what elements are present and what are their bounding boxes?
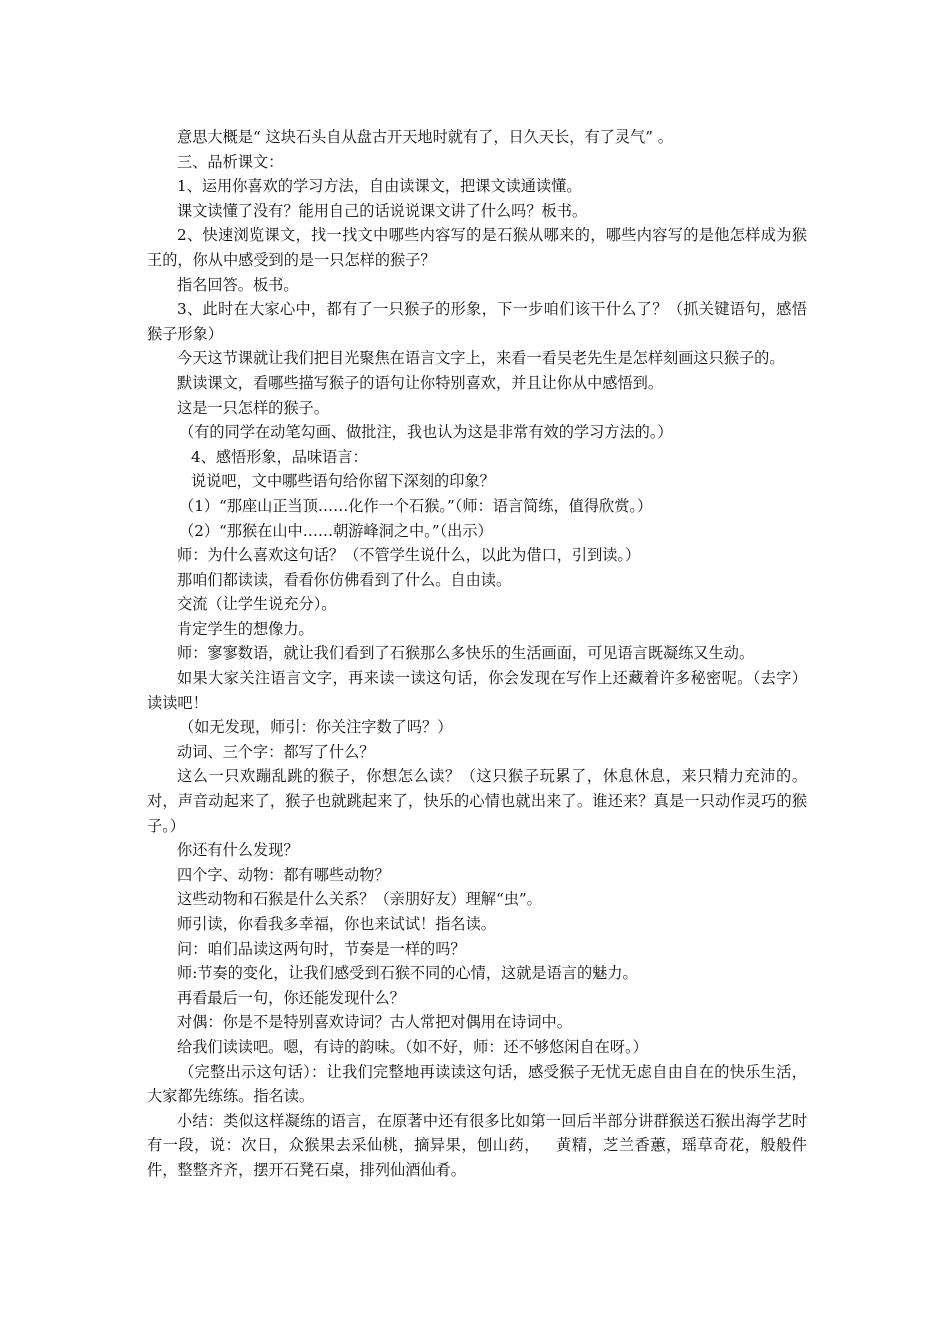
paragraph: 小结：类似这样凝练的语言，在原著中还有很多比如第一回后半部分讲群猴送石猴出海学艺时有一段，说：次日，众猴果去采仙桃，摘异果，刨山药， 黄精，芝兰香蕙，瑶草奇花，般般件件，整整齐齐，摆开石凳石桌，排列仙酒仙肴。 bbox=[147, 1111, 807, 1179]
paragraph: 三、品析课文： bbox=[177, 152, 284, 171]
paragraph: 交流（让学生说充分）。 bbox=[177, 595, 337, 614]
paragraph: 肯定学生的想像力。 bbox=[177, 619, 314, 638]
paragraph: 对偶：你是不是特别喜欢诗词？古人常把对偶用在诗词中。 bbox=[177, 1013, 572, 1032]
paragraph: 给我们读读吧。嗯，有诗的韵味。（如不好，师：还不够悠闲自在呀。） bbox=[177, 1037, 648, 1056]
paragraph: （有的同学在动笔勾画、做批注，我也认为这是非常有效的学习方法的。） bbox=[179, 423, 673, 442]
paragraph: 4、感悟形象，品味语言： bbox=[191, 447, 368, 466]
paragraph: 你还有什么发现？ bbox=[177, 841, 299, 860]
paragraph: 这些动物和石猴是什么关系？（亲朋好友）理解“虫”。 bbox=[177, 890, 542, 909]
paragraph: 默读课文，看哪些描写猴子的语句让你特别喜欢，并且让你从中感悟到。 bbox=[177, 373, 663, 392]
paragraph: 师引读，你看我多幸福，你也来试试！指名读。 bbox=[177, 915, 496, 933]
paragraph: 师：寥寥数语，就让我们看到了石猴那么多快乐的生活画面，可见语言既凝练又生动。 bbox=[177, 644, 755, 663]
paragraph: 问：咱们品读这两句时，节奏是一样的吗？ bbox=[177, 939, 466, 958]
document-body bbox=[147, 125, 807, 1183]
paragraph: 四个字、动物：都有哪些动物？ bbox=[177, 865, 390, 884]
paragraph: 2、快速浏览课文，找一找文中哪些内容写的是石猴从哪来的，哪些内容写的是他怎样成为猴王的，你从中感受到的是一只怎样的猴子？ bbox=[147, 226, 807, 269]
paragraph: （如无发现，师引：你关注字数了吗？） bbox=[179, 718, 453, 737]
paragraph: （1）“那座山正当顶……化作一个石猴。”（师：语言简练，值得欣赏。） bbox=[179, 496, 653, 515]
paragraph: 师:节奏的变化，让我们感受到石猴不同的心情，这就是语言的魅力。 bbox=[177, 964, 638, 983]
paragraph: 那咱们都读读，看看你仿佛看到了什么。自由读。 bbox=[177, 570, 512, 589]
paragraph: 如果大家关注语言文字，再来读一读这句话，你会发现在写作上还藏着许多秘密呢。（去字）读读吧！ bbox=[147, 669, 807, 712]
paragraph: 1、运用你喜欢的学习方法，自由读课文，把课文读通读懂。 bbox=[177, 177, 582, 196]
paragraph: （2）“那猴在山中……朝游峰洞之中。”（出示） bbox=[179, 521, 493, 540]
paragraph: 指名回答。板书。 bbox=[177, 275, 299, 294]
paragraph: 再看最后一句，你还能发现什么？ bbox=[177, 988, 405, 1007]
paragraph: 3、此时在大家心中，都有了一只猴子的形象，下一步咱们该干什么了？（抓关键语句，感悟猴子形象） bbox=[147, 300, 807, 343]
paragraph: 动词、三个字：都写了什么？ bbox=[177, 742, 375, 761]
paragraph: 这是一只怎样的猴子。 bbox=[177, 398, 329, 417]
paragraph: 这么一只欢蹦乱跳的猴子，你想怎么读？（这只猴子玩累了，休息休息，来只精力充沛的。对，声音动起来了，猴子也就跳起来了，快乐的心情也就出来了。谁还来？真是一只动作灵巧的猴子。） bbox=[147, 767, 807, 835]
paragraph: 课文读懂了没有？能用自己的话说说课文讲了什么吗？板书。 bbox=[177, 201, 588, 220]
paragraph: 说说吧，文中哪些语句给你留下深刻的印象？ bbox=[191, 472, 495, 491]
paragraph: （完整出示这句话）：让我们完整地再读读这句话，感受猴子无忧无虑自由自在的快乐生活，大家都先练练。指名读。 bbox=[147, 1062, 807, 1106]
paragraph: 师：为什么喜欢这句话？（不管学生说什么，以此为借口，引到读。） bbox=[177, 546, 641, 565]
paragraph: 意思大概是“ 这块石头自从盘古开天地时就有了，日久天长，有了灵气” 。 bbox=[177, 128, 673, 146]
paragraph: 今天这节课就让我们把目光聚焦在语言文字上，来看一看吴老先生是怎样刻画这只猴子的。 bbox=[177, 349, 785, 368]
